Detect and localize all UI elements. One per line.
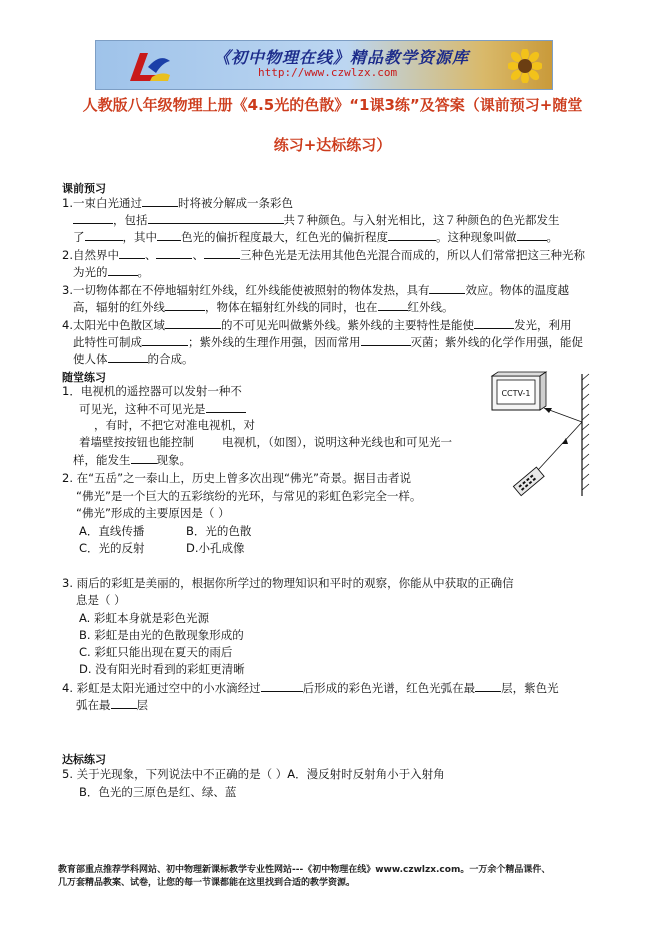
- footer-line2: 几万套精品教案、试卷，让您的每一节课都能在这里找到合适的教学资源。: [58, 878, 356, 888]
- preview-q1-line1: 1.一束白光通过 时将被分解成一条彩色: [62, 196, 293, 210]
- section-heading-standard: 达标练习: [62, 753, 106, 766]
- class-q2-option-c: C．光的反射: [79, 541, 145, 555]
- class-q2-line1: 2. 在“五岳”之一泰山上，历史上曾多次出现“佛光”奇景。据目击者说: [62, 471, 411, 485]
- preview-q4-line2: 此特性可制成 ；紫外线的生理作用强，因而常用 灭菌；紫外线的化学作用强，能促: [73, 335, 583, 349]
- remote-reflection-figure: [488, 370, 618, 500]
- preview-q1-line2: ，包括 共７种颜色。与入射光相比，这７种颜色的色光都发生: [73, 212, 560, 228]
- class-q3-option-c: C. 彩虹只能出现在夏天的雨后: [79, 645, 233, 659]
- banner-title: 《初中物理在线》精品教学资源库: [214, 48, 470, 67]
- class-q2-option-a: A．直线传播: [79, 524, 145, 538]
- remote-control-icon: [513, 467, 544, 495]
- class-q3-option-b: B. 彩虹是由光的色散现象形成的: [79, 628, 244, 642]
- class-q1-line5: 样，能发生 现象。: [73, 453, 191, 467]
- preview-q3-line1: 3.一切物体都在不停地辐射红外线，红外线能使被照射的物体发热，具有 效应。物体的温度越: [62, 283, 569, 297]
- section-heading-class: 随堂练习: [62, 371, 106, 384]
- document-title-line2: 练习+达标练习）: [273, 136, 392, 154]
- class-q4-line1: 4. 彩虹是太阳光通过空中的小水滴经过 后形成的彩色光谱，红色光弧在最 层，紫色光: [62, 681, 559, 695]
- banner-url: http://www.czwlzx.com: [258, 66, 398, 79]
- class-q3-option-d: D. 没有阳光时看到的彩虹更清晰: [79, 662, 245, 676]
- standard-q5-line1: 5. 关于光现象，下列说法中不正确的是（ ）A．漫反射时反射角小于入射角: [62, 767, 445, 781]
- preview-q2-line1: 2.自然界中 、 、 三种色光是无法用其他色光混合而成的，所以人们常常把这三种光称: [62, 248, 585, 262]
- class-q1-line1: 1．电视机的遥控器可以发射一种不: [62, 384, 242, 398]
- class-q2-option-d: D.小孔成像: [186, 541, 245, 555]
- section-heading-preview: 课前预习: [62, 182, 106, 195]
- preview-q4-line3: 使人体 的合成。: [73, 352, 194, 366]
- preview-q2-line2: 为光的 。: [73, 265, 149, 279]
- standard-q5-option-b: B．色光的三原色是红、绿、蓝: [79, 785, 237, 799]
- document-title-line1: 人教版八年级物理上册《4.5光的色散》“1课3练”及答案（课前预习+随堂: [82, 96, 583, 114]
- class-q1-line4: 着墙壁按按钮也能控制 电视机，（如图），说明这种光线也和可见光一: [79, 435, 452, 449]
- sunflower-icon: [508, 49, 542, 83]
- class-q2-option-b: B．光的色散: [186, 524, 252, 538]
- preview-q4-line1: 4.太阳光中色散区域 的不可见光叫做紫外线。紫外线的主要特性是能使 发光，利用: [62, 318, 572, 332]
- class-q4-line2: 弧在最 层: [76, 698, 148, 712]
- preview-q1-line3: 了 ，其中 色光的偏折程度最大，红色光的偏折程度 。这种现象叫做 。: [73, 230, 558, 244]
- class-q2-line2: “佛光”是一个巨大的五彩缤纷的光环，与常见的彩虹色彩完全一样。: [76, 489, 422, 503]
- site-logo-icon: [126, 47, 172, 85]
- preview-q3-line2: 高，辐射的红外线 ，物体在辐射红外线的同时，也在 红外线。: [73, 300, 454, 314]
- class-q1-line3: ，有时，不把它对准电视机，对: [94, 418, 255, 432]
- class-q3-option-a: A. 彩虹本身就是彩色光源: [79, 611, 209, 625]
- class-q1-line2: 可见光，这种不可见光是: [79, 401, 246, 417]
- class-q2-line3: “佛光”形成的主要原因是（ ）: [76, 506, 230, 520]
- tv-channel-label: CCTV-1: [501, 389, 531, 398]
- class-q3-line1: 3. 雨后的彩虹是美丽的，根据你所学过的物理知识和平时的观察，你能从中获取的正确信: [62, 576, 514, 590]
- class-q3-line2: 息是（ ）: [76, 593, 126, 607]
- header-banner: [95, 40, 553, 90]
- footer-line1: 教育部重点推荐学科网站、初中物理新课标教学专业性网站---《初中物理在线》www.czwlzx.com。一万余个精品课件、: [58, 865, 551, 875]
